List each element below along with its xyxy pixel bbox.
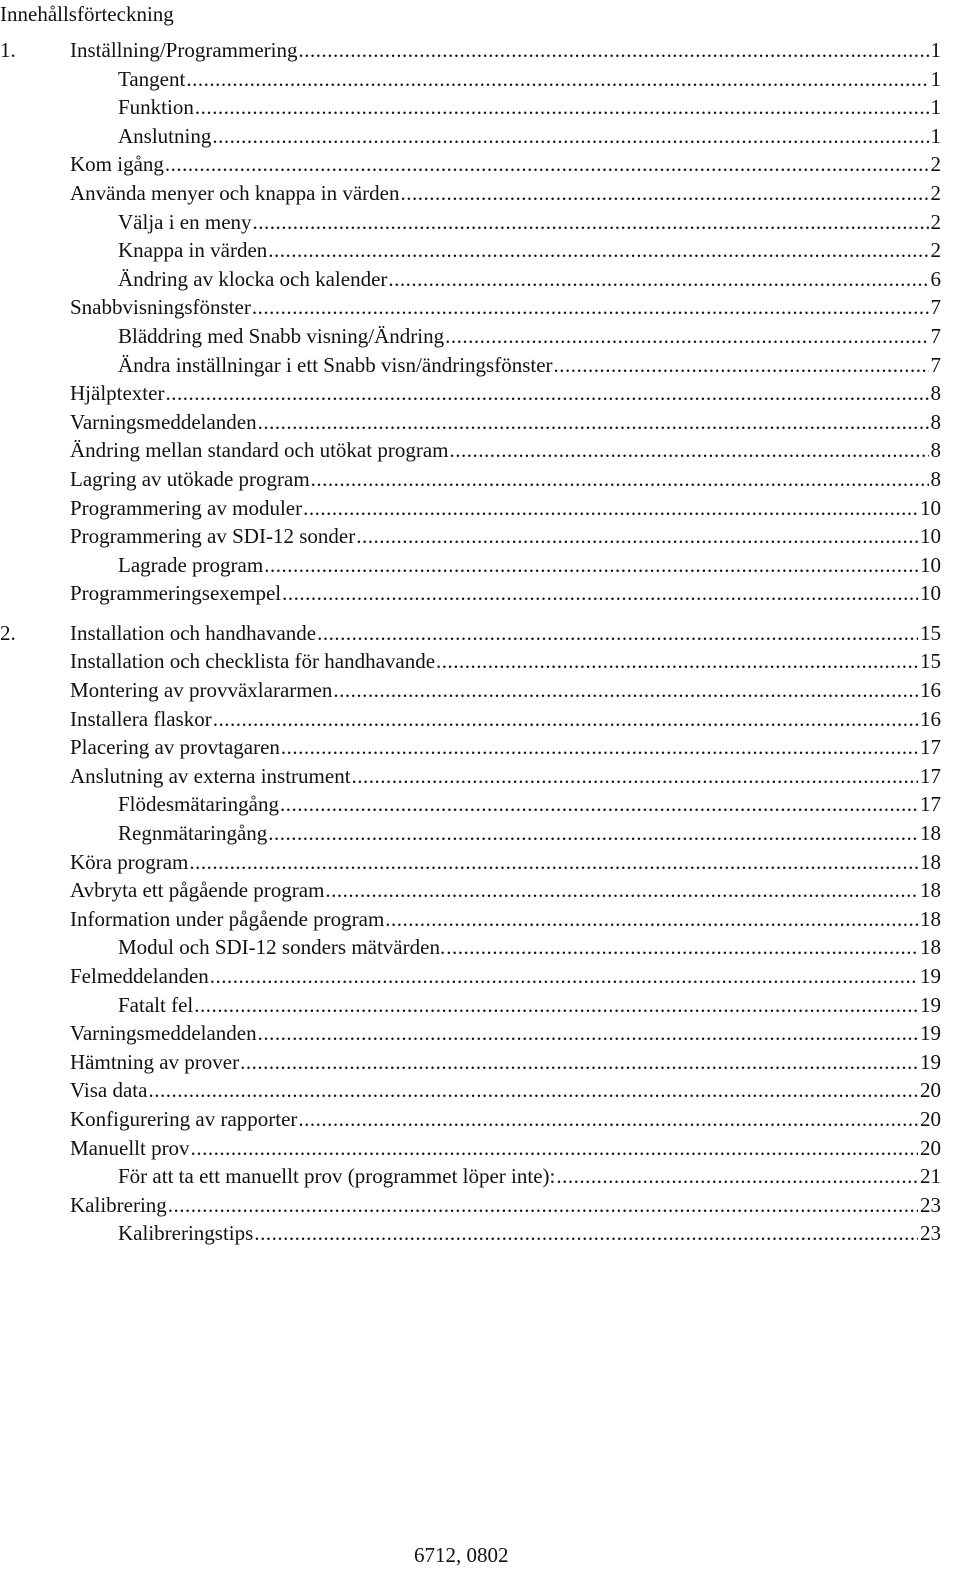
- toc-entry-page: 8: [930, 438, 941, 463]
- toc-dot-leader: [280, 790, 918, 819]
- toc-dot-leader: [317, 619, 918, 648]
- toc-dot-leader: [385, 905, 918, 934]
- toc-dot-leader: [213, 705, 918, 734]
- toc-entry-page: 2: [930, 238, 941, 263]
- toc-entry-title: Flödesmätaringång: [118, 792, 279, 817]
- toc-entry-title: För att ta ett manuellt prov (programmet löper inte):: [118, 1164, 556, 1189]
- toc-entry-page: 2: [930, 152, 941, 177]
- toc-entry[interactable]: [0, 1191, 941, 1220]
- toc-entry-page: 10: [920, 495, 941, 520]
- toc-entry-page: 16: [920, 678, 941, 703]
- toc-entry-page: 8: [930, 409, 941, 434]
- toc-entry-title: Tangent: [118, 66, 186, 91]
- toc-dot-leader: [254, 1219, 918, 1248]
- toc-entry[interactable]: [0, 933, 941, 962]
- toc-dot-leader: [303, 494, 918, 523]
- toc-entry-title: Manuellt prov: [70, 1135, 190, 1160]
- toc-entry[interactable]: [0, 351, 941, 380]
- toc-entry-page: 2: [930, 209, 941, 234]
- toc-entry-title: Hämtning av prover: [70, 1049, 240, 1074]
- toc-entry-page: 1: [930, 38, 941, 62]
- toc-entry-number: 1.: [0, 38, 16, 62]
- toc-entry-title: Placering av provtagaren: [70, 735, 280, 760]
- toc-dot-leader: [258, 1019, 918, 1048]
- toc-entry[interactable]: [0, 122, 941, 151]
- toc-entry-title: Information under pågående program: [70, 906, 385, 931]
- toc-entry[interactable]: [0, 962, 941, 991]
- toc-entry-title: Fatalt fel: [118, 992, 194, 1017]
- toc-entry-title: Kalibrering: [70, 1192, 167, 1217]
- toc-entry-page: 1: [930, 66, 941, 91]
- toc-entry-title: Använda menyer och knappa in värden: [70, 180, 400, 205]
- toc-entry-page: 8: [930, 381, 941, 406]
- toc-entry[interactable]: [0, 93, 941, 122]
- toc-entry-title: Varningsmeddelanden: [70, 1021, 257, 1046]
- toc-entry-page: 21: [920, 1164, 941, 1189]
- toc-dot-leader: [194, 991, 918, 1020]
- toc-entry[interactable]: [0, 494, 941, 523]
- toc-dot-leader: [556, 1162, 918, 1191]
- toc-entry-page: 1: [930, 95, 941, 120]
- toc-entry-page: 18: [920, 849, 941, 874]
- toc-dot-leader: [212, 122, 928, 151]
- toc-entry-page: 19: [920, 1049, 941, 1074]
- toc-entry-title: Installera flaskor: [70, 706, 212, 731]
- toc-entry-page: 10: [920, 524, 941, 549]
- toc-entry-title: Programmering av SDI-12 sonder: [70, 524, 356, 549]
- toc-dot-leader: [298, 36, 928, 65]
- toc-entry-title: Kom igång: [70, 152, 164, 177]
- toc-dot-leader: [446, 933, 918, 962]
- toc-dot-leader: [210, 962, 918, 991]
- toc-entry-page: 2: [930, 180, 941, 205]
- toc-entry-title: Välja i en meny: [118, 209, 252, 234]
- toc-entry-page: 1: [930, 123, 941, 148]
- toc-entry-page: 19: [920, 1021, 941, 1046]
- toc-entry[interactable]: [0, 1019, 941, 1048]
- toc-entry[interactable]: [0, 647, 941, 676]
- toc-entry-title: Varningsmeddelanden: [70, 409, 257, 434]
- toc-entry-page: 17: [920, 735, 941, 760]
- toc-entry-title: Bläddring med Snabb visning/Ändring: [118, 323, 445, 348]
- toc-entry-title: Regnmätaringång: [118, 821, 268, 846]
- toc-entry-page: 19: [920, 964, 941, 988]
- toc-entry-page: 16: [920, 706, 941, 731]
- toc-entry-page: 17: [920, 763, 941, 788]
- toc-dot-leader: [554, 351, 929, 380]
- toc-dot-leader: [281, 733, 918, 762]
- toc-entry[interactable]: [0, 322, 941, 351]
- toc-entry-page: 20: [920, 1078, 941, 1103]
- toc-entry-title: Ändring mellan standard och utökat program: [70, 438, 449, 463]
- toc-entry-page: 8: [930, 466, 941, 491]
- toc-dot-leader: [388, 265, 928, 294]
- toc-entry[interactable]: [0, 150, 941, 179]
- table-of-contents: [0, 36, 941, 1248]
- toc-entry[interactable]: [0, 208, 941, 237]
- toc-entry-title: Avbryta ett pågående program: [70, 878, 325, 903]
- toc-entry[interactable]: [0, 551, 941, 580]
- toc-dot-leader: [264, 551, 918, 580]
- toc-entry[interactable]: [0, 848, 941, 877]
- toc-entry-page: 10: [920, 552, 941, 577]
- toc-entry-page: 15: [920, 620, 941, 645]
- toc-entry-title: Hjälptexter: [70, 381, 165, 406]
- toc-entry-page: 18: [920, 878, 941, 903]
- toc-entry[interactable]: [0, 436, 941, 465]
- page-title: Innehållsförteckning: [0, 2, 174, 26]
- toc-dot-leader: [195, 93, 929, 122]
- toc-dot-leader: [325, 876, 918, 905]
- toc-entry-page: 7: [930, 323, 941, 348]
- toc-entry[interactable]: [0, 676, 941, 705]
- toc-entry-page: 19: [920, 992, 941, 1017]
- toc-entry-page: 18: [920, 906, 941, 931]
- toc-entry[interactable]: [0, 293, 941, 322]
- toc-entry-title: Konfigurering av rapporter: [70, 1106, 298, 1131]
- toc-entry-title: Anslutning av externa instrument: [70, 763, 351, 788]
- toc-dot-leader: [253, 208, 929, 237]
- toc-dot-leader: [449, 436, 928, 465]
- toc-entry-title: Programmeringsexempel: [70, 581, 282, 606]
- toc-entry-title: Montering av provväxlararmen: [70, 678, 333, 703]
- toc-entry[interactable]: [0, 619, 941, 648]
- toc-entry-number: 2.: [0, 620, 16, 645]
- toc-dot-leader: [268, 236, 928, 265]
- toc-entry[interactable]: [0, 265, 941, 294]
- toc-entry[interactable]: [0, 408, 941, 437]
- toc-entry[interactable]: [0, 991, 941, 1020]
- toc-dot-leader: [311, 465, 929, 494]
- page-footer: 6712, 0802: [414, 1543, 509, 1567]
- toc-entry-title: Lagring av utökade program: [70, 466, 310, 491]
- toc-dot-leader: [186, 65, 928, 94]
- toc-dot-leader: [240, 1048, 918, 1077]
- toc-entry-page: 15: [920, 649, 941, 674]
- toc-entry[interactable]: [0, 179, 941, 208]
- toc-dot-leader: [268, 819, 918, 848]
- toc-dot-leader: [282, 579, 918, 608]
- toc-dot-leader: [191, 1134, 918, 1163]
- toc-entry-page: 7: [930, 295, 941, 320]
- toc-entry-page: 20: [920, 1106, 941, 1131]
- toc-entry[interactable]: [0, 790, 941, 819]
- toc-dot-leader: [258, 408, 929, 437]
- toc-entry-title: Installation och checklista för handhavande: [70, 649, 436, 674]
- toc-entry-page: 7: [930, 352, 941, 377]
- toc-entry-title: Köra program: [70, 849, 189, 874]
- toc-entry-page: 10: [920, 581, 941, 606]
- toc-dot-leader: [298, 1105, 918, 1134]
- toc-entry-title: Installation och handhavande: [70, 620, 317, 645]
- toc-dot-leader: [400, 179, 928, 208]
- toc-dot-leader: [148, 1076, 918, 1105]
- toc-entry[interactable]: [0, 579, 941, 608]
- toc-entry[interactable]: [0, 379, 941, 408]
- toc-entry[interactable]: [0, 905, 941, 934]
- toc-entry-page: 20: [920, 1135, 941, 1160]
- toc-dot-leader: [445, 322, 928, 351]
- toc-entry[interactable]: [0, 762, 941, 791]
- toc-entry[interactable]: [0, 1219, 941, 1248]
- toc-entry[interactable]: [0, 236, 941, 265]
- toc-entry-title: Kalibreringstips: [118, 1221, 254, 1246]
- toc-entry[interactable]: [0, 1076, 941, 1105]
- toc-entry[interactable]: [0, 36, 941, 65]
- toc-entry[interactable]: [0, 876, 941, 905]
- toc-entry[interactable]: [0, 819, 941, 848]
- toc-entry-title: Ändring av klocka och kalender: [118, 266, 388, 291]
- toc-entry-page: 23: [920, 1192, 941, 1217]
- toc-entry[interactable]: [0, 1105, 941, 1134]
- toc-entry-title: Visa data: [70, 1078, 148, 1103]
- toc-entry[interactable]: [0, 1048, 941, 1077]
- toc-dot-leader: [252, 293, 929, 322]
- toc-dot-leader: [168, 1191, 918, 1220]
- toc-dot-leader: [189, 848, 918, 877]
- toc-dot-leader: [165, 379, 928, 408]
- toc-entry-title: Snabbvisningsfönster: [70, 295, 251, 320]
- toc-entry-title: Funktion: [118, 95, 194, 120]
- toc-dot-leader: [352, 762, 918, 791]
- toc-entry[interactable]: [0, 1134, 941, 1163]
- toc-entry[interactable]: [0, 705, 941, 734]
- toc-entry-title: Felmeddelanden: [70, 964, 209, 988]
- toc-entry-title: Modul och SDI-12 sonders mätvärden.: [118, 935, 446, 960]
- toc-entry-title: Inställning/Programmering: [70, 38, 298, 62]
- toc-entry-page: 18: [920, 821, 941, 846]
- toc-dot-leader: [436, 647, 918, 676]
- toc-entry-title: Anslutning: [118, 123, 212, 148]
- toc-entry-title: Knappa in värden: [118, 238, 268, 263]
- toc-dot-leader: [333, 676, 918, 705]
- toc-entry-title: Lagrade program: [118, 552, 264, 577]
- toc-entry-title: Programmering av moduler: [70, 495, 303, 520]
- toc-entry-title: Ändra inställningar i ett Snabb visn/ändringsfönster: [118, 352, 553, 377]
- toc-entry-page: 6: [930, 266, 941, 291]
- toc-entry[interactable]: [0, 65, 941, 94]
- toc-dot-leader: [165, 150, 929, 179]
- toc-entry-page: 23: [920, 1221, 941, 1246]
- toc-entry[interactable]: [0, 522, 941, 551]
- toc-dot-leader: [356, 522, 918, 551]
- toc-entry[interactable]: [0, 465, 941, 494]
- toc-entry-page: 17: [920, 792, 941, 817]
- toc-entry[interactable]: [0, 733, 941, 762]
- toc-entry[interactable]: [0, 1162, 941, 1191]
- toc-entry-page: 18: [920, 935, 941, 960]
